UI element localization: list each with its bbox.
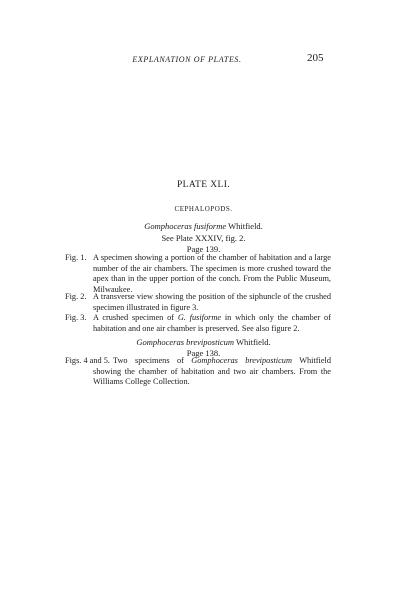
figure-text: A crushed specimen of — [93, 313, 178, 322]
figure-species-italic: Gomphoceras breviposticum — [191, 356, 292, 365]
species-author: Whitfield. — [235, 337, 271, 347]
page-number: 205 — [307, 52, 324, 64]
figure-caption — [65, 292, 331, 313]
plate-reference: See Plate XXXIV, fig. 2. — [161, 233, 246, 243]
figure-species-italic: G. fusiforme — [177, 313, 222, 322]
figure-label: Fig. 1. — [65, 253, 87, 262]
figure-text: A specimen showing a portion of the chamber of habitation and a large number of the air chambers. The specimen is more crushed toward the apex than in the upper portion of the conch. From the Public Museum, Milwaukee. — [93, 253, 331, 295]
species-name: Gomphoceras fusiforme — [144, 221, 227, 231]
figure-text: Two specimens of — [112, 356, 192, 365]
species-heading — [0, 337, 407, 347]
page-reference: Page 138. — [186, 348, 221, 358]
figure-text: A transverse view showing the position of the siphuncle of the crushed specimen illustrated in figure 3. — [93, 292, 331, 312]
figure-text-continued: in which only the chamber of habitation and one air chamber is preserved. See also figure 2. — [93, 313, 331, 333]
figure-caption — [65, 313, 331, 334]
figure-text-continued: Whitfield showing the chamber of habitation and two air chambers. From the Williams College Collection. — [93, 356, 331, 387]
figure-caption — [65, 356, 331, 388]
species-heading — [0, 221, 407, 231]
plate-title: PLATE XLI. — [176, 180, 231, 190]
section-heading: CEPHALOPODS. — [174, 205, 233, 213]
species-author: Whitfield. — [228, 221, 263, 231]
page-reference: Page 139. — [186, 244, 221, 254]
running-title: EXPLANATION OF PLATES. — [132, 55, 242, 64]
figure-label: Fig. 3. — [65, 313, 87, 322]
figure-label: Figs. 4 and 5. — [65, 356, 110, 365]
figure-label: Fig. 2. — [65, 292, 87, 301]
species-name: Gomphoceras breviposticum — [136, 337, 234, 347]
figure-caption — [65, 253, 331, 296]
